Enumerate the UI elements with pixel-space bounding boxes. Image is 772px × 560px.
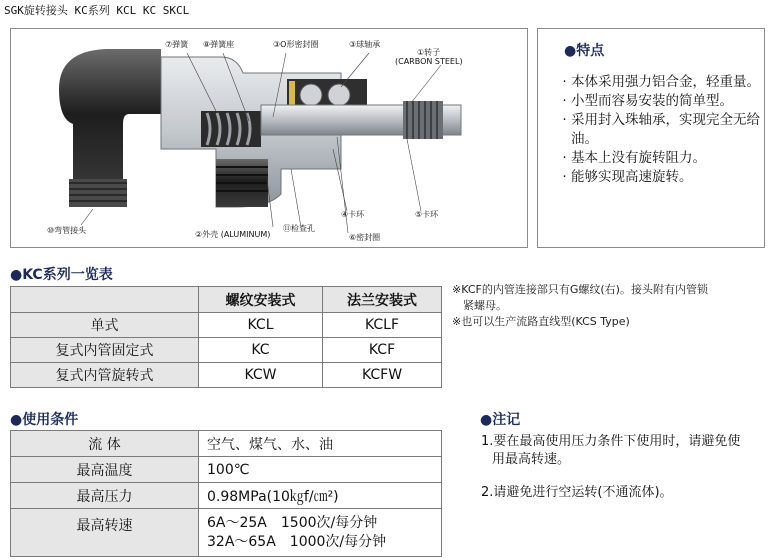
label-o-ring: ③O形密封圈 xyxy=(273,40,319,49)
row-value xyxy=(199,509,442,557)
cell-thread: KCW xyxy=(199,363,323,388)
speed-line: 32A～65A 1000次/每分钟 xyxy=(207,533,387,550)
page-title: SGK旋转接头 KC系列 KCL KC SKCL xyxy=(4,4,190,17)
list-item: · 本体采用强力铝合金，轻重量。 xyxy=(562,74,760,90)
conditions-table xyxy=(10,430,442,557)
features-title: ●特点 xyxy=(564,43,605,59)
notice-item-1-cont: 用最高转速。 xyxy=(492,452,571,467)
row-name: 流 体 xyxy=(11,431,199,457)
table-row xyxy=(11,483,442,509)
cross-section-diagram xyxy=(10,28,528,248)
row-name: 复式内管旋转式 xyxy=(11,363,199,388)
list-item: · 能够实现高速旋转。 xyxy=(562,169,693,185)
list-item: · 基本上没有旋转阻力。 xyxy=(562,150,706,166)
table-row xyxy=(11,363,442,388)
kc-series-table xyxy=(10,286,442,388)
label-snap-ring-5: ⑤卡环 xyxy=(415,210,439,219)
label-rotor-material: (CARBON STEEL) xyxy=(395,57,463,66)
cell-flange: KCFW xyxy=(323,363,442,388)
label-spring-seat: ⑧弹簧座 xyxy=(203,40,235,49)
label-elbow: ⑩弯管接头 xyxy=(47,226,87,235)
table-row xyxy=(11,431,442,457)
label-rotor: ①转子 xyxy=(417,48,441,57)
notice-item-1: 1.要在最高使用压力条件下使用时，请避免使 xyxy=(481,434,741,449)
kc-note-1: ※KCF的内管连接部只有G螺纹(右)。接头附有内管锁 xyxy=(452,283,708,296)
label-spring: ⑦弹簧 xyxy=(165,40,189,49)
table-row xyxy=(11,338,442,363)
notice-item-2: 2.请避免进行空运转(不通流体)。 xyxy=(481,485,673,500)
features-list xyxy=(558,73,763,187)
table-row xyxy=(11,509,442,557)
row-name: 单式 xyxy=(11,313,199,338)
row-name: 最高压力 xyxy=(11,483,199,509)
row-value: 0.98MPa(10㎏f/㎝²) xyxy=(199,483,442,509)
row-name: 最高温度 xyxy=(11,457,199,483)
notice-title: ●注记 xyxy=(480,412,521,428)
list-item: · 小型而容易安装的简单型。 xyxy=(562,93,733,109)
label-inspection-hole: ⑪检查孔 xyxy=(283,224,315,233)
table-row xyxy=(11,457,442,483)
features-panel xyxy=(537,28,765,248)
table-header xyxy=(11,287,199,313)
speed-line: 6A～25A 1500次/每分钟 xyxy=(207,514,378,531)
list-item: · 采用封入珠轴承，实现完全无给油。 xyxy=(562,112,760,147)
label-bearing: ③球轴承 xyxy=(349,40,381,49)
row-name: 复式内管固定式 xyxy=(11,338,199,363)
row-name: 最高转速 xyxy=(11,509,199,557)
table-row xyxy=(11,313,442,338)
row-value: 空气、煤气、水、油 xyxy=(199,431,442,457)
kc-note-1-cont: 紧螺母。 xyxy=(463,299,507,312)
cell-thread: KCL xyxy=(199,313,323,338)
label-snap-ring-4: ④卡环 xyxy=(341,210,365,219)
row-value: 100℃ xyxy=(199,457,442,483)
cell-thread: KC xyxy=(199,338,323,363)
conditions-title: ●使用条件 xyxy=(10,412,79,428)
kc-list-title: ●KC系列一览表 xyxy=(10,267,113,283)
cell-flange: KCLF xyxy=(323,313,442,338)
table-header: 法兰安装式 xyxy=(323,287,442,313)
label-seal: ⑥密封圈 xyxy=(349,233,381,242)
kc-note-2: ※也可以生产流路直线型(KCS Type) xyxy=(452,315,630,328)
cell-flange: KCF xyxy=(323,338,442,363)
table-header: 螺纹安装式 xyxy=(199,287,323,313)
label-housing: ②外壳 (ALUMINUM) xyxy=(195,230,271,239)
elbow-fitting xyxy=(59,49,161,194)
